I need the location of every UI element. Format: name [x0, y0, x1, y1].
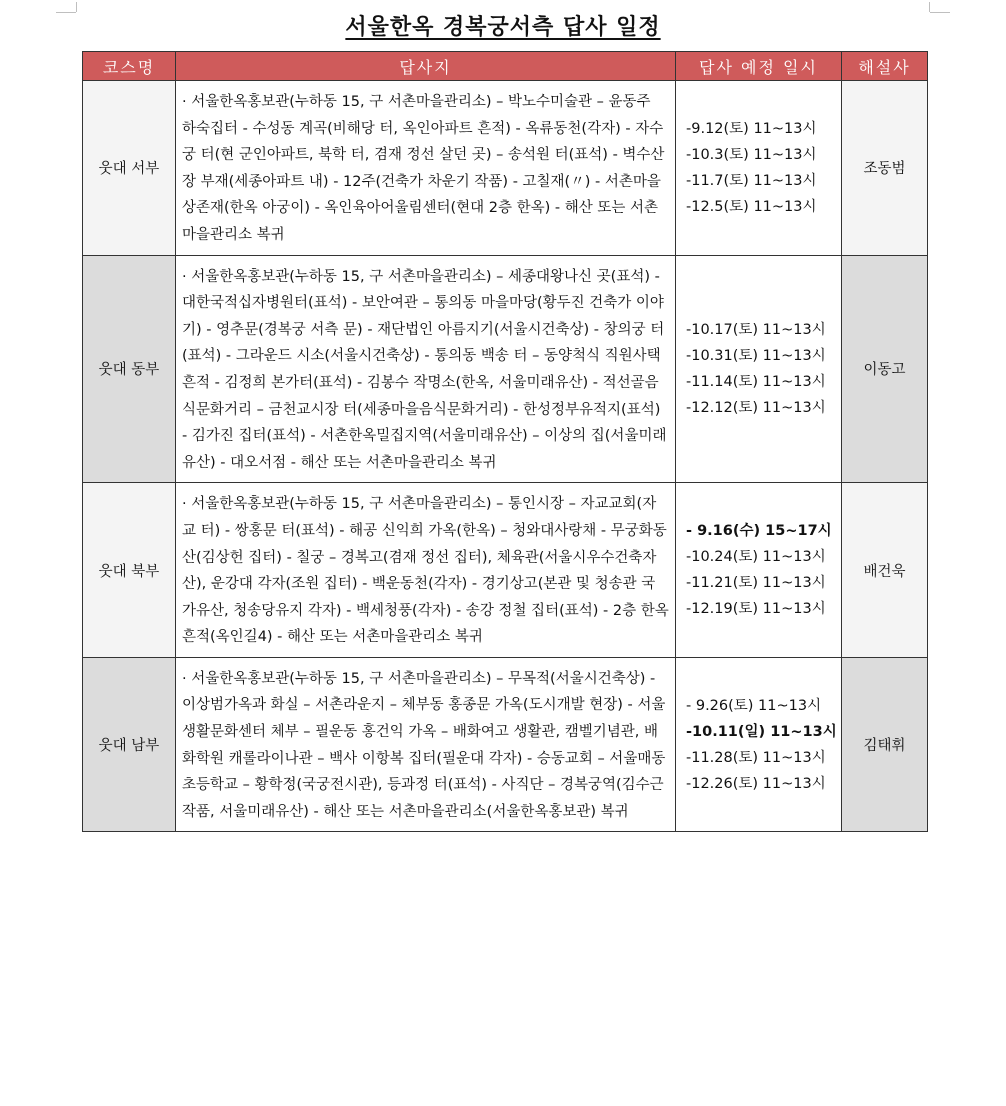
date-line: -12.12(토) 11~13시 [686, 399, 826, 416]
header-route: 답사지 [176, 52, 676, 81]
date-line: -12.5(토) 11~13시 [686, 198, 817, 215]
guide-name: 김태휘 [842, 657, 928, 832]
header-guide: 해설사 [842, 52, 928, 81]
document-title-text: 서울한옥 경복궁서측 답사 일정 [345, 15, 661, 40]
table-row-east [83, 255, 928, 483]
dates-cell [676, 255, 842, 483]
dates-cell [676, 81, 842, 256]
route-text: · 서울한옥홍보관(누하동 15, 구 서촌마을관리소) – 세종대왕나신 곳(표석) - 대한국적십자병원터(표석) - 보안여관 – 통의동 마을마당(황두진 건축가 이야기) - 영추문(경복궁 서측 문) - 재단법인 아름지기(서울시건축상) - 창의궁 터(표석) - 그라운드 시소(서울시건축상) - 통의동 백송 터 – 동양척식 직원사택 흔적 - 김정희 본가터(표석) - 김봉수 작명소(한옥, 서울미래유산) - 적선골음식문화거리 – 금천교시장 터(세종마을음식문화거리) - 한성정부유적지(표석) - 김가진 집터(표석) - 서촌한옥밀집지역(서울미래유산) – 이상의 집(서울미래유산) - 대오서점 - 해산 또는 서촌마을관리소 복귀 [176, 255, 676, 483]
course-name: 웃대 남부 [83, 657, 176, 832]
date-line: -11.14(토) 11~13시 [686, 373, 826, 390]
course-name: 웃대 북부 [83, 483, 176, 658]
date-line: -10.3(토) 11~13시 [686, 146, 817, 163]
date-line: - 9.26(토) 11~13시 [686, 697, 822, 714]
course-name: 웃대 서부 [83, 81, 176, 256]
table-row-south [83, 657, 928, 832]
date-line: -10.31(토) 11~13시 [686, 347, 826, 364]
route-text: · 서울한옥홍보관(누하동 15, 구 서촌마을관리소) – 무목적(서울시건축상) - 이상범가옥과 화실 – 서촌라운지 – 체부동 홍종문 가옥(도시개발 현장) - 서울생활문화센터 체부 – 필운동 홍건익 가옥 – 배화여고 생활관, 캠벨기념관, 배화학원 캐롤라이나관 – 백사 이항복 집터(필운대 각자) - 승동교회 – 서울매동초등학교 – 황학정(국궁전시관), 등과정 터(표석) - 사직단 – 경복궁역(김수근 작품, 서울미래유산) - 해산 또는 서촌마을관리소(서울한옥홍보관) 복귀 [176, 657, 676, 832]
guide-name: 이동고 [842, 255, 928, 483]
date-line: -11.21(토) 11~13시 [686, 575, 826, 592]
date-line: -9.12(토) 11~13시 [686, 120, 817, 137]
course-name: 웃대 동부 [83, 255, 176, 483]
date-line: -12.19(토) 11~13시 [686, 601, 826, 618]
schedule-table [82, 51, 928, 832]
date-line: -10.24(토) 11~13시 [686, 549, 826, 566]
guide-name: 조동범 [842, 81, 928, 256]
date-line: -11.7(토) 11~13시 [686, 172, 817, 189]
date-line: - 9.16(수) 15~17시 [686, 523, 832, 540]
date-line: -11.28(토) 11~13시 [686, 749, 826, 766]
date-line: -10.11(일) 11~13시 [686, 723, 837, 740]
table-row-west [83, 81, 928, 256]
route-text: · 서울한옥홍보관(누하동 15, 구 서촌마을관리소) – 통인시장 – 자교교회(자교 터) - 쌍홍문 터(표석) - 해공 신익희 가옥(한옥) – 청와대사랑채 - 무궁화동산(김상헌 집터) - 칠궁 – 경복고(겸재 정선 집터), 체육관(서울시우수건축자산), 운강대 각자(조원 집터) - 백운동천(각자) - 경기상고(본관 및 청송관 국가유산, 청송당유지 각자) - 백세청풍(각자) - 송강 정철 집터(표석) - 2층 한옥 흔적(옥인길4) - 해산 또는 서촌마을관리소 복귀 [176, 483, 676, 658]
route-text: · 서울한옥홍보관(누하동 15, 구 서촌마을관리소) – 박노수미술관 – 윤동주 하숙집터 - 수성동 계곡(비해당 터, 옥인아파트 흔적) - 옥류동천(각자) - 자수궁 터(현 군인아파트, 북학 터, 겸재 정선 살던 곳) – 송석원 터(표석) - 벽수산장 부재(세종아파트 내) - 12주(건축가 차운기 작품) - 고칠재(〃) - 서촌마을상존재(한옥 아궁이) - 옥인육아어울림센터(현대 2층 한옥) - 해산 또는 서촌마을관리소 복귀 [176, 81, 676, 256]
table-row-north [83, 483, 928, 658]
header-course: 코스명 [83, 52, 176, 81]
date-line: -12.26(토) 11~13시 [686, 775, 826, 792]
header-dates: 답사 예정 일시 [676, 52, 842, 81]
dates-cell [676, 657, 842, 832]
document-title [0, 10, 1006, 41]
table-header-row [83, 52, 928, 81]
guide-name: 배건욱 [842, 483, 928, 658]
date-line: -10.17(토) 11~13시 [686, 321, 826, 338]
dates-cell [676, 483, 842, 658]
